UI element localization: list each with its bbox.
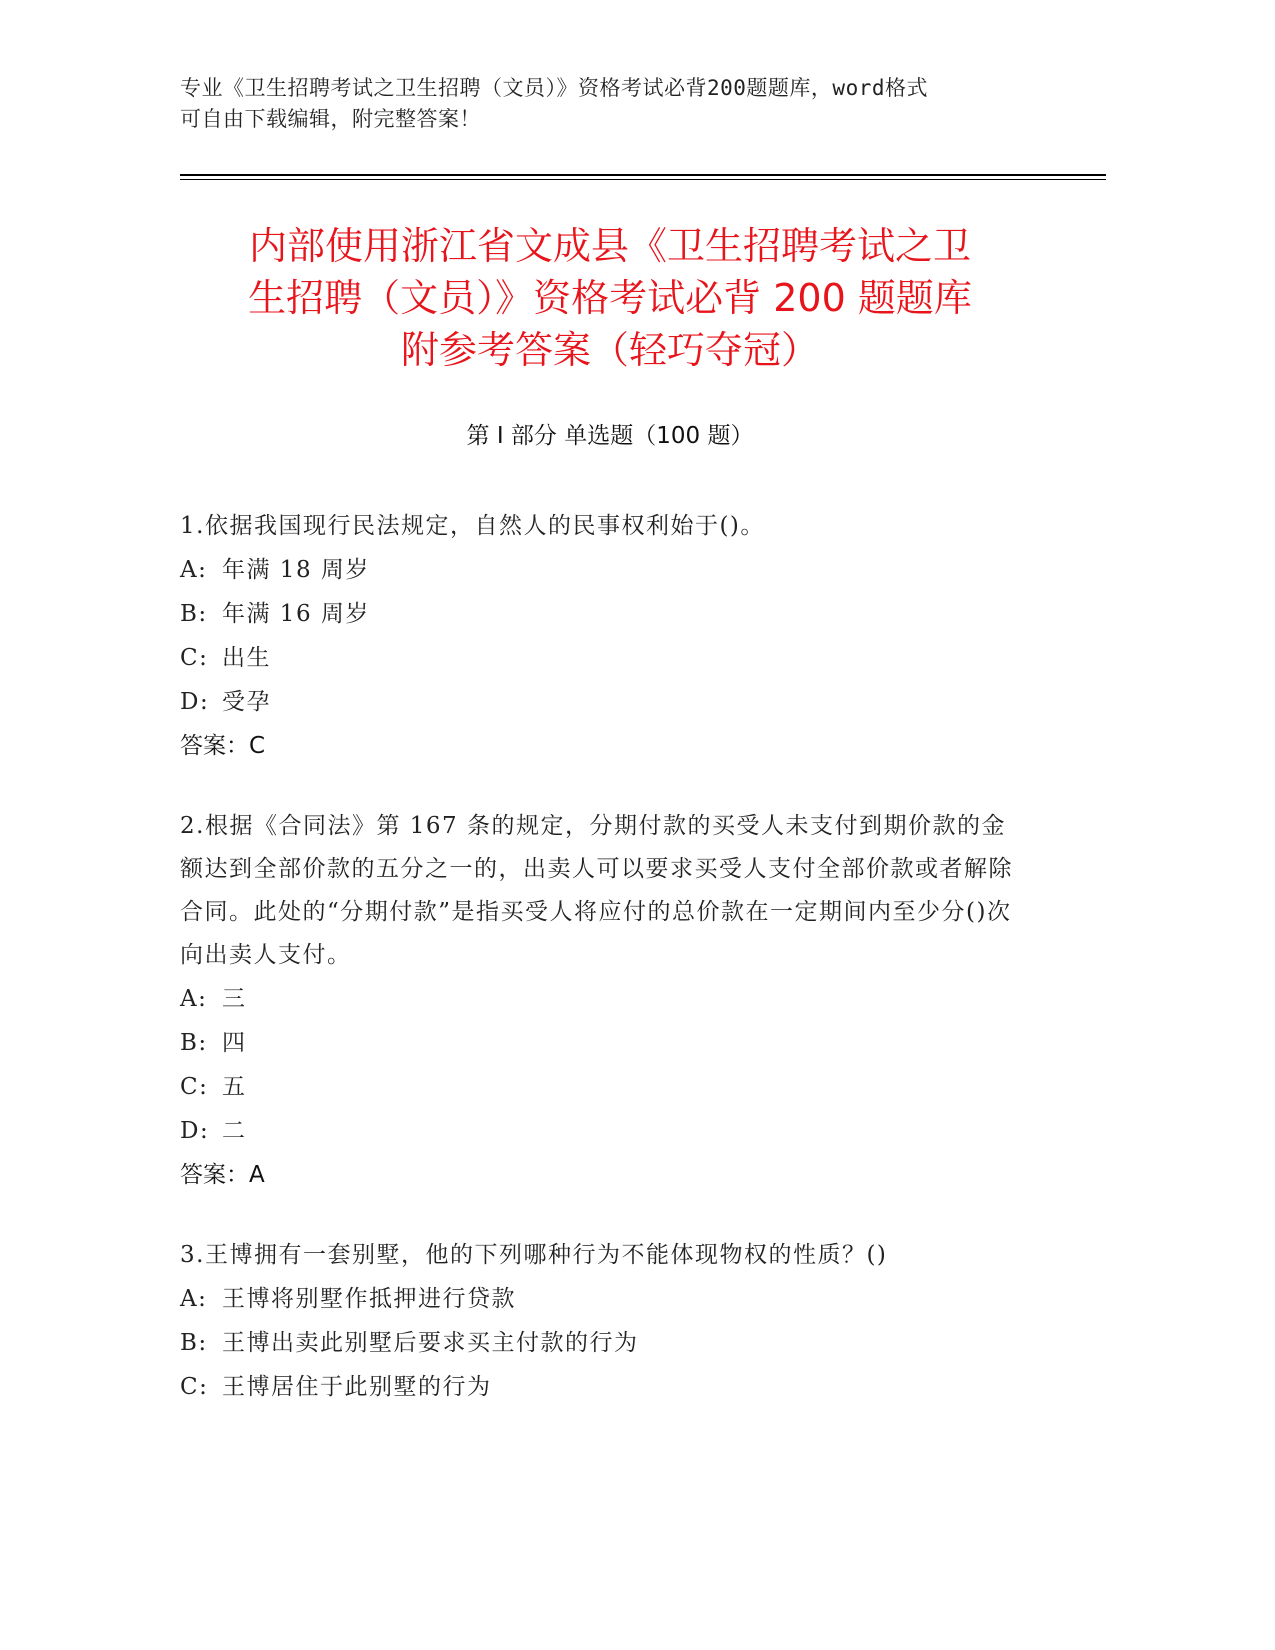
option-text: 出生 xyxy=(222,645,271,671)
question-item xyxy=(180,505,1030,768)
answer-option xyxy=(180,592,1030,636)
option-key: C: xyxy=(180,1374,209,1400)
answer-option xyxy=(180,548,1030,592)
answer-key: 答案：A xyxy=(180,1162,265,1188)
option-key: D: xyxy=(180,1118,210,1144)
answer-option xyxy=(180,1365,1030,1409)
question-stem: 2.根据《合同法》第 167 条的规定，分期付款的买受人未支付到期价款的金额达到全部价款的五分之一的，出卖人可以要求买受人支付全部价款或者解除合同。此处的“分期付款”是指买受人将应付的总价款在一定期间内至少分()次向出卖人支付。 xyxy=(180,813,1013,968)
answer-option xyxy=(180,1277,1030,1321)
option-key: C: xyxy=(180,1074,209,1100)
option-text: 王博居住于此别墅的行为 xyxy=(222,1374,492,1400)
question-stem: 1.依据我国现行民法规定，自然人的民事权利始于()。 xyxy=(180,513,765,539)
answer-option xyxy=(180,1021,1030,1065)
option-text: 年满 18 周岁 xyxy=(222,557,370,583)
option-key: B: xyxy=(180,1330,208,1356)
question-item xyxy=(180,1234,1030,1409)
option-key: A: xyxy=(180,557,208,583)
answer-option xyxy=(180,1065,1030,1109)
header-note-line-1: 专业《卫生招聘考试之卫生招聘（文员）》资格考试必背200题题库，word格式 xyxy=(180,76,928,100)
title-line-1: 内部使用浙江省文成县《卫生招聘考试之卫 xyxy=(248,224,971,268)
document-title xyxy=(180,220,1040,376)
header-divider-thin xyxy=(180,179,1106,180)
document-header-note xyxy=(180,73,1060,135)
option-text: 四 xyxy=(222,1030,247,1056)
option-key: B: xyxy=(180,1030,208,1056)
question-stem: 3.王博拥有一套别墅，他的下列哪种行为不能体现物权的性质？() xyxy=(180,1242,888,1268)
question-item xyxy=(180,805,1030,1197)
option-key: C: xyxy=(180,645,209,671)
option-text: 王博出卖此别墅后要求买主付款的行为 xyxy=(222,1330,639,1356)
option-text: 五 xyxy=(222,1074,247,1100)
option-key: D: xyxy=(180,689,210,715)
option-text: 年满 16 周岁 xyxy=(222,601,370,627)
answer-option xyxy=(180,1321,1030,1365)
option-key: A: xyxy=(180,1286,208,1312)
answer-option xyxy=(180,977,1030,1021)
header-divider-thick xyxy=(180,174,1106,176)
option-text: 王博将别墅作抵押进行贷款 xyxy=(222,1286,516,1312)
section-heading: 第 I 部分 单选题（100 题） xyxy=(466,423,754,449)
title-line-3: 附参考答案（轻巧夺冠） xyxy=(400,328,819,372)
option-text: 三 xyxy=(222,986,247,1012)
option-text: 受孕 xyxy=(222,689,271,715)
option-key: B: xyxy=(180,601,208,627)
option-key: A: xyxy=(180,986,208,1012)
header-note-line-2: 可自由下载编辑，附完整答案！ xyxy=(180,107,481,131)
question-list xyxy=(180,505,1030,1446)
title-line-2: 生招聘（文员）》资格考试必背 200 题题库 xyxy=(248,276,972,320)
answer-option xyxy=(180,680,1030,724)
option-text: 二 xyxy=(222,1118,247,1144)
answer-key: 答案：C xyxy=(180,733,266,759)
answer-option xyxy=(180,1109,1030,1153)
answer-option xyxy=(180,636,1030,680)
